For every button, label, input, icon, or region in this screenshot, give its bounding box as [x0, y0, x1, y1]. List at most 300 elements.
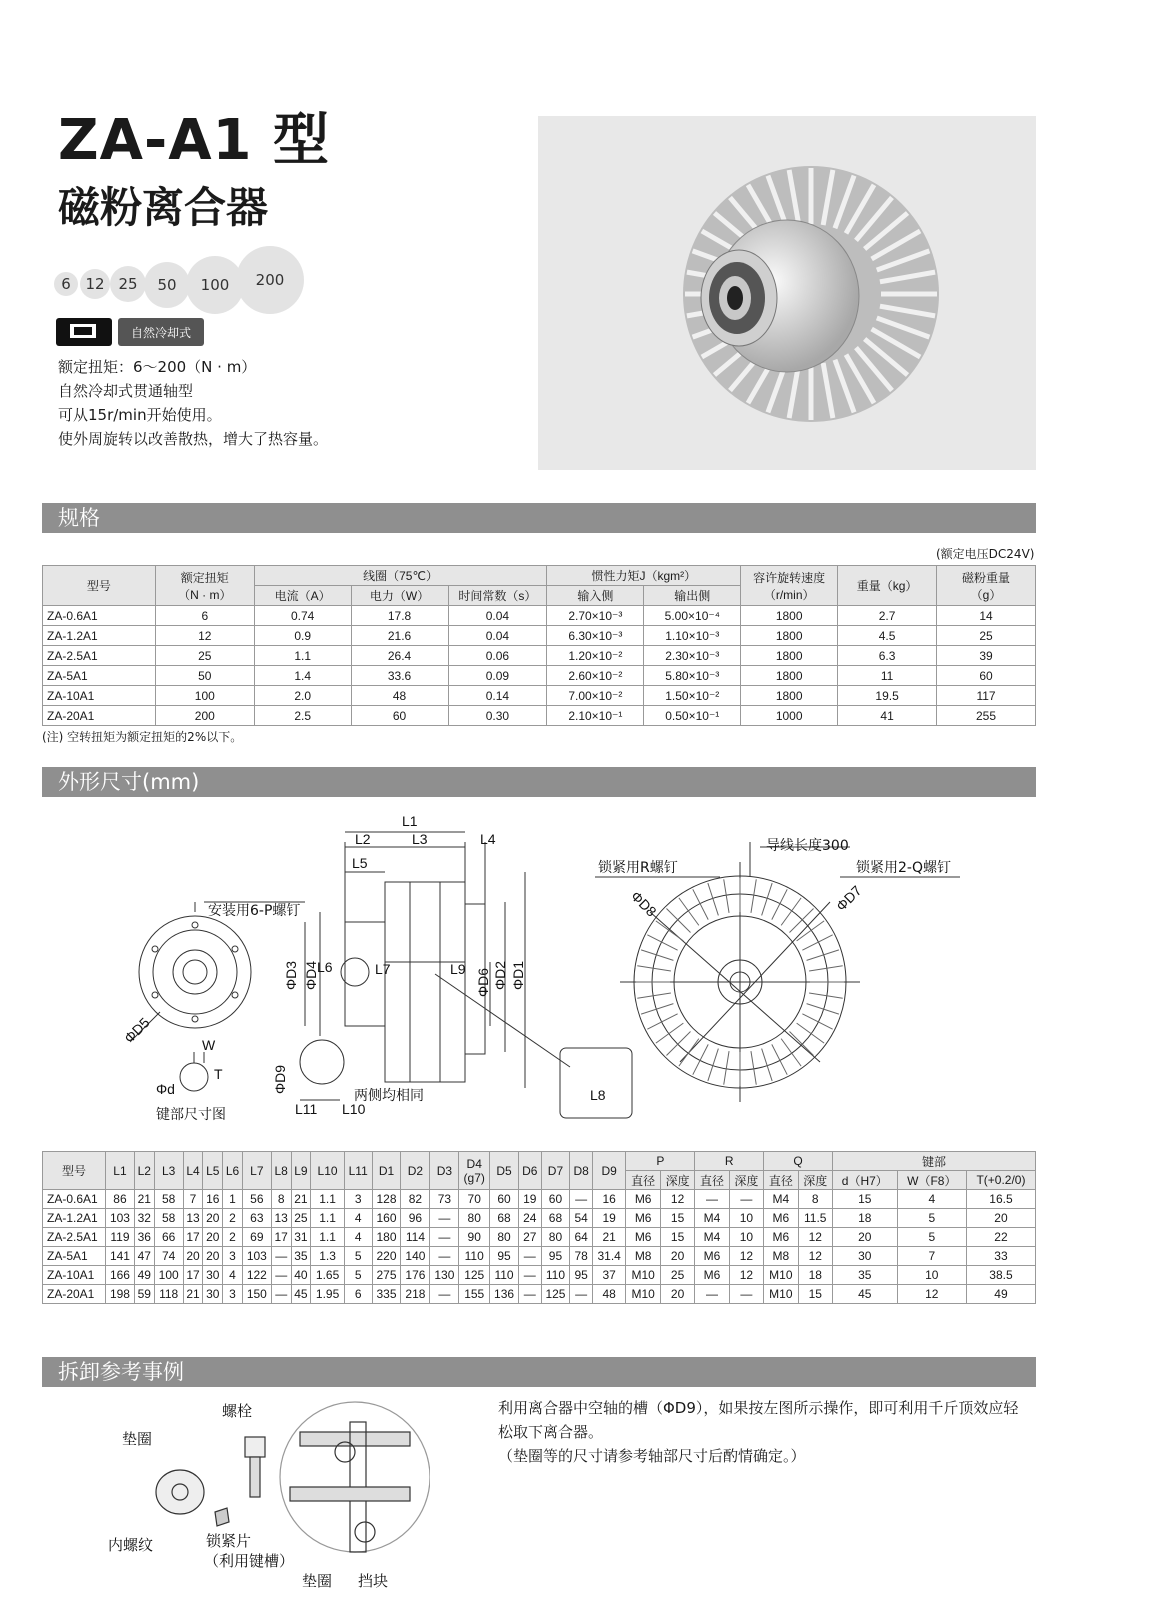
- dims-cell: 16: [592, 1190, 626, 1209]
- spec-cell: 0.06: [448, 646, 547, 666]
- label-d5: ΦD5: [120, 1014, 153, 1047]
- spec-cell: 0.14: [448, 686, 547, 706]
- dims-cell: 15: [660, 1228, 694, 1247]
- spec-cell: 1.4: [254, 666, 351, 686]
- spec-cell: 19.5: [838, 686, 937, 706]
- spec-cell: 0.50×10⁻¹: [644, 706, 741, 726]
- dims-cell: 58: [154, 1209, 183, 1228]
- dims-cell: 220: [372, 1247, 401, 1266]
- col-l5: L5: [203, 1152, 223, 1190]
- spec-cell: 25: [937, 626, 1036, 646]
- col-l1: L1: [106, 1152, 135, 1190]
- label-l6: L6: [317, 959, 333, 975]
- dims-cell: 10: [729, 1228, 763, 1247]
- product-title: ZA-A1 型: [58, 108, 330, 173]
- label-mount: 安装用6-P螺钉: [208, 903, 301, 919]
- dims-cell: 12: [798, 1228, 832, 1247]
- spec-row: [43, 686, 1036, 706]
- dims-cell: 110: [459, 1247, 490, 1266]
- col-l3: L3: [154, 1152, 183, 1190]
- dims-cell: —: [271, 1247, 291, 1266]
- spec-cell: 6.3: [838, 646, 937, 666]
- label-l8: L8: [590, 1087, 606, 1103]
- col-inertia: 惯性力矩J（kgm²）: [547, 566, 741, 586]
- col-d4: D4 (g7): [459, 1152, 490, 1190]
- dims-cell: 38.5: [966, 1266, 1035, 1285]
- dims-cell: —: [695, 1190, 729, 1209]
- spec-cell: 1.20×10⁻²: [547, 646, 644, 666]
- dims-cell: 18: [798, 1266, 832, 1285]
- label-key-dim: 键部尺寸图: [156, 1107, 226, 1123]
- spec-cell: 0.04: [448, 626, 547, 646]
- dims-cell: 20: [203, 1247, 223, 1266]
- dims-cell: 47: [134, 1247, 154, 1266]
- dims-cell: 1.1: [311, 1228, 345, 1247]
- dims-cell: 1: [223, 1190, 243, 1209]
- col-p-dia: 直径: [626, 1171, 660, 1190]
- section-dims-header: 外形尺寸(mm): [42, 767, 1036, 797]
- dims-cell: 218: [401, 1285, 430, 1304]
- label-d4: ΦD4: [303, 960, 319, 990]
- col-d1: D1: [372, 1152, 401, 1190]
- spec-cell: 2.30×10⁻³: [644, 646, 741, 666]
- col-coil: 线圈（75℃）: [254, 566, 547, 586]
- dims-cell: M4: [695, 1228, 729, 1247]
- dims-cell: —: [570, 1190, 592, 1209]
- dims-cell: 160: [372, 1209, 401, 1228]
- spec-cell: 6.30×10⁻³: [547, 626, 644, 646]
- spec-cell: 2.60×10⁻²: [547, 666, 644, 686]
- size-circle: 12: [80, 269, 110, 299]
- label-l2: L2: [355, 831, 371, 847]
- dims-cell: 1.65: [311, 1266, 345, 1285]
- dims-cell: 40: [291, 1266, 311, 1285]
- dims-table: [42, 1151, 1036, 1304]
- label-stopper: 挡块: [358, 1572, 389, 1590]
- col-torque: 额定扭矩 （N · m）: [155, 566, 254, 606]
- label-lock-q: 锁紧用2-Q螺钉: [856, 860, 951, 876]
- spec-cell: 255: [937, 706, 1036, 726]
- label-l3: L3: [412, 831, 428, 847]
- dims-cell: 21: [592, 1228, 626, 1247]
- dims-cell: 122: [242, 1266, 271, 1285]
- cooling-badge: 自然冷却式: [118, 318, 204, 346]
- spec-row: [43, 626, 1036, 646]
- col-q-dia: 直径: [764, 1171, 798, 1190]
- dims-cell: 3: [344, 1190, 372, 1209]
- col-l10: L10: [311, 1152, 345, 1190]
- col-r-dia: 直径: [695, 1171, 729, 1190]
- removal-text: 利用离合器中空轴的槽（ΦD9），如果按左图所示操作，即可利用千斤顶效应轻 松取下离合器。 （垫圈等的尺寸请参考轴部尺寸后酌情确定。）: [498, 1399, 1019, 1465]
- label-d3: ΦD3: [283, 960, 299, 990]
- col-speed: 容许旋转速度 （r/min）: [741, 566, 838, 606]
- dims-cell: 10: [897, 1266, 966, 1285]
- dims-cell: 69: [242, 1228, 271, 1247]
- dims-cell: —: [519, 1266, 541, 1285]
- spec-row: [43, 706, 1036, 726]
- spec-cell: 26.4: [351, 646, 448, 666]
- dims-row: [43, 1228, 1036, 1247]
- col-d3: D3: [430, 1152, 459, 1190]
- dims-cell: —: [271, 1285, 291, 1304]
- col-powder: 磁粉重量 （g）: [937, 566, 1036, 606]
- dims-cell: 5: [897, 1228, 966, 1247]
- spec-cell: 2.0: [254, 686, 351, 706]
- spec-cell: 4.5: [838, 626, 937, 646]
- dims-cell: —: [729, 1285, 763, 1304]
- dims-cell: 45: [832, 1285, 897, 1304]
- dims-cell: 2: [223, 1209, 243, 1228]
- dims-cell: 19: [592, 1209, 626, 1228]
- dims-cell: 80: [490, 1228, 519, 1247]
- dims-cell: 24: [519, 1209, 541, 1228]
- col-d9: D9: [592, 1152, 626, 1190]
- spec-table: [42, 565, 1036, 726]
- dims-cell: 49: [134, 1266, 154, 1285]
- col-d6: D6: [519, 1152, 541, 1190]
- dims-cell: 80: [541, 1228, 570, 1247]
- dims-cell: 20: [183, 1247, 203, 1266]
- label-t: T: [214, 1066, 223, 1082]
- label-d7: ΦD7: [832, 882, 865, 915]
- spec-cell: 2.10×10⁻¹: [547, 706, 644, 726]
- dims-cell: 27: [519, 1228, 541, 1247]
- dims-cell: ZA-0.6A1: [43, 1190, 106, 1209]
- dims-cell: 54: [570, 1209, 592, 1228]
- dims-cell: 155: [459, 1285, 490, 1304]
- dims-cell: M6: [626, 1228, 660, 1247]
- product-photo: [538, 116, 1036, 470]
- dims-cell: 5: [344, 1247, 372, 1266]
- dims-cell: 35: [832, 1266, 897, 1285]
- dims-row: [43, 1247, 1036, 1266]
- dims-cell: 2: [223, 1228, 243, 1247]
- spec-cell: 41: [838, 706, 937, 726]
- dims-cell: 20: [832, 1228, 897, 1247]
- dims-cell: 7: [897, 1247, 966, 1266]
- size-circle: 50: [144, 262, 190, 308]
- col-power: 电力（W）: [351, 586, 448, 606]
- removal-drawing: [100, 1392, 430, 1592]
- spec-cell: 1.1: [254, 646, 351, 666]
- dims-cell: 6: [344, 1285, 372, 1304]
- label-use-keyway: （利用键槽）: [204, 1552, 295, 1570]
- dims-cell: 100: [154, 1266, 183, 1285]
- dims-cell: 59: [134, 1285, 154, 1304]
- dims-cell: 118: [154, 1285, 183, 1304]
- spec-cell: 1800: [741, 686, 838, 706]
- col-r-depth: 深度: [729, 1171, 763, 1190]
- dims-cell: 12: [798, 1247, 832, 1266]
- spec-cell: 100: [155, 686, 254, 706]
- dims-cell: 48: [592, 1285, 626, 1304]
- col-key: 键部: [832, 1152, 1035, 1171]
- dims-row: [43, 1266, 1036, 1285]
- dims-cell: 18: [832, 1209, 897, 1228]
- col-output: 输出侧: [644, 586, 741, 606]
- dims-cell: ZA-1.2A1: [43, 1209, 106, 1228]
- spec-cell: 1.50×10⁻²: [644, 686, 741, 706]
- dims-cell: 33: [966, 1247, 1035, 1266]
- col-l4: L4: [183, 1152, 203, 1190]
- spec-cell: 60: [937, 666, 1036, 686]
- label-phi-d: Φd: [156, 1081, 175, 1097]
- spec-cell: 5.80×10⁻³: [644, 666, 741, 686]
- dims-cell: 20: [203, 1228, 223, 1247]
- dims-cell: 86: [106, 1190, 135, 1209]
- col-l6: L6: [223, 1152, 243, 1190]
- dims-cell: 5: [897, 1209, 966, 1228]
- dims-row: [43, 1209, 1036, 1228]
- dims-cell: 56: [242, 1190, 271, 1209]
- dims-cell: M10: [626, 1285, 660, 1304]
- dims-cell: 15: [832, 1190, 897, 1209]
- spec-cell: 5.00×10⁻⁴: [644, 606, 741, 626]
- dims-cell: 16: [203, 1190, 223, 1209]
- dims-cell: 150: [242, 1285, 271, 1304]
- dims-cell: 32: [134, 1209, 154, 1228]
- label-l4: L4: [480, 831, 496, 847]
- dims-cell: 80: [459, 1209, 490, 1228]
- dims-cell: —: [519, 1285, 541, 1304]
- dims-cell: 3: [223, 1285, 243, 1304]
- dims-cell: M10: [764, 1266, 798, 1285]
- dims-cell: 36: [134, 1228, 154, 1247]
- spec-cell: 1800: [741, 666, 838, 686]
- col-key-t: T(+0.2/0): [966, 1171, 1035, 1190]
- col-r: R: [695, 1152, 764, 1171]
- size-circles: [54, 258, 314, 308]
- col-d7: D7: [541, 1152, 570, 1190]
- col-d2: D2: [401, 1152, 430, 1190]
- dims-cell: 30: [203, 1266, 223, 1285]
- dims-cell: 141: [106, 1247, 135, 1266]
- spec-cell: 6: [155, 606, 254, 626]
- label-inner-thread: 内螺纹: [108, 1536, 154, 1554]
- dims-cell: —: [519, 1247, 541, 1266]
- label-d6: ΦD6: [475, 967, 491, 997]
- dims-cell: 37: [592, 1266, 626, 1285]
- dims-cell: ZA-5A1: [43, 1247, 106, 1266]
- col-model: 型号: [43, 566, 156, 606]
- dims-cell: 70: [459, 1190, 490, 1209]
- spec-cell: ZA-0.6A1: [43, 606, 156, 626]
- col-q: Q: [764, 1152, 833, 1171]
- col-key-d: d（H7）: [832, 1171, 897, 1190]
- col-d8: D8: [570, 1152, 592, 1190]
- dims-cell: 49: [966, 1285, 1035, 1304]
- spec-cell: 0.9: [254, 626, 351, 646]
- dims-cell: 10: [729, 1209, 763, 1228]
- dims-cell: 8: [798, 1190, 832, 1209]
- label-washer: 垫圈: [122, 1430, 153, 1448]
- col-input: 输入侧: [547, 586, 644, 606]
- spec-cell: 14: [937, 606, 1036, 626]
- dims-cell: M4: [695, 1209, 729, 1228]
- label-l5: L5: [352, 855, 368, 871]
- dims-cell: M6: [764, 1209, 798, 1228]
- dims-cell: 119: [106, 1228, 135, 1247]
- dims-cell: 140: [401, 1247, 430, 1266]
- through-shaft-icon: [56, 318, 112, 346]
- col-l2: L2: [134, 1152, 154, 1190]
- dims-cell: ZA-10A1: [43, 1266, 106, 1285]
- col-current: 电流（A）: [254, 586, 351, 606]
- dims-cell: 22: [966, 1228, 1035, 1247]
- spec-cell: 200: [155, 706, 254, 726]
- dims-cell: 1.3: [311, 1247, 345, 1266]
- spec-cell: 0.09: [448, 666, 547, 686]
- dims-cell: 95: [541, 1247, 570, 1266]
- col-l11: L11: [344, 1152, 372, 1190]
- col-p-depth: 深度: [660, 1171, 694, 1190]
- spec-cell: 1800: [741, 646, 838, 666]
- label-w: W: [202, 1037, 216, 1053]
- dims-cell: 17: [183, 1266, 203, 1285]
- spec-cell: 0.74: [254, 606, 351, 626]
- dims-cell: 31.4: [592, 1247, 626, 1266]
- dims-cell: M6: [695, 1266, 729, 1285]
- dims-cell: 60: [541, 1190, 570, 1209]
- dims-cell: —: [570, 1285, 592, 1304]
- dims-cell: 58: [154, 1190, 183, 1209]
- dims-cell: 25: [660, 1266, 694, 1285]
- dims-cell: 15: [660, 1209, 694, 1228]
- dims-cell: 45: [291, 1285, 311, 1304]
- spec-cell: ZA-20A1: [43, 706, 156, 726]
- spec-cell: 1000: [741, 706, 838, 726]
- dims-cell: ZA-2.5A1: [43, 1228, 106, 1247]
- dims-cell: 68: [541, 1209, 570, 1228]
- col-d5: D5: [490, 1152, 519, 1190]
- dims-cell: 275: [372, 1266, 401, 1285]
- dims-cell: 20: [660, 1285, 694, 1304]
- spec-row: [43, 666, 1036, 686]
- dims-cell: 13: [271, 1209, 291, 1228]
- label-d9: ΦD9: [272, 1064, 288, 1094]
- dims-cell: 136: [490, 1285, 519, 1304]
- spec-cell: ZA-2.5A1: [43, 646, 156, 666]
- dims-row: [43, 1190, 1036, 1209]
- label-lock-piece: 锁紧片: [206, 1532, 252, 1550]
- spec-cell: ZA-5A1: [43, 666, 156, 686]
- spec-cell: 33.6: [351, 666, 448, 686]
- dims-cell: 20: [966, 1209, 1035, 1228]
- dims-cell: 125: [541, 1285, 570, 1304]
- dims-cell: M10: [626, 1266, 660, 1285]
- dims-cell: 25: [291, 1209, 311, 1228]
- label-l1: L1: [402, 813, 418, 829]
- dims-cell: 30: [203, 1285, 223, 1304]
- dims-cell: 31: [291, 1228, 311, 1247]
- label-l7: L7: [375, 961, 391, 977]
- section-removal-header: 拆卸参考事例: [42, 1357, 1036, 1387]
- dims-cell: 11.5: [798, 1209, 832, 1228]
- dims-cell: 5: [344, 1266, 372, 1285]
- dims-cell: 1.1: [311, 1190, 345, 1209]
- dims-cell: ZA-20A1: [43, 1285, 106, 1304]
- dims-cell: 166: [106, 1266, 135, 1285]
- spec-cell: 50: [155, 666, 254, 686]
- spec-cell: 60: [351, 706, 448, 726]
- spec-cell: ZA-1.2A1: [43, 626, 156, 646]
- dims-cell: 4: [223, 1266, 243, 1285]
- col-l9: L9: [291, 1152, 311, 1190]
- spec-cell: 17.8: [351, 606, 448, 626]
- dims-cell: 176: [401, 1266, 430, 1285]
- size-circle: 25: [110, 266, 146, 302]
- dims-cell: —: [271, 1266, 291, 1285]
- spec-cell: 117: [937, 686, 1036, 706]
- dims-cell: 17: [271, 1228, 291, 1247]
- dims-cell: 1.1: [311, 1209, 345, 1228]
- col-model: 型号: [43, 1152, 106, 1190]
- dims-cell: —: [430, 1209, 459, 1228]
- label-l9: L9: [450, 961, 466, 977]
- spec-cell: 0.04: [448, 606, 547, 626]
- spec-cell: 0.30: [448, 706, 547, 726]
- dims-cell: 15: [798, 1285, 832, 1304]
- dims-cell: 4: [897, 1190, 966, 1209]
- dims-cell: 198: [106, 1285, 135, 1304]
- spec-cell: ZA-10A1: [43, 686, 156, 706]
- dims-cell: 74: [154, 1247, 183, 1266]
- dims-cell: 66: [154, 1228, 183, 1247]
- size-circle: 200: [236, 246, 304, 314]
- col-time-const: 时间常数（s）: [448, 586, 547, 606]
- dims-row: [43, 1285, 1036, 1304]
- dims-cell: 128: [372, 1190, 401, 1209]
- dims-cell: —: [430, 1247, 459, 1266]
- dims-cell: 95: [570, 1266, 592, 1285]
- dims-cell: 13: [183, 1209, 203, 1228]
- dims-cell: —: [729, 1190, 763, 1209]
- dims-cell: 4: [344, 1209, 372, 1228]
- dims-cell: 21: [183, 1285, 203, 1304]
- dims-cell: 20: [203, 1209, 223, 1228]
- col-key-w: W（F8）: [897, 1171, 966, 1190]
- dims-cell: M4: [764, 1190, 798, 1209]
- dims-cell: 12: [660, 1190, 694, 1209]
- dims-cell: 12: [729, 1247, 763, 1266]
- dimension-drawing: [120, 812, 980, 1132]
- dims-cell: 3: [223, 1247, 243, 1266]
- col-weight: 重量（kg）: [838, 566, 937, 606]
- dims-cell: M10: [764, 1285, 798, 1304]
- dims-cell: 21: [134, 1190, 154, 1209]
- spec-cell: 2.70×10⁻³: [547, 606, 644, 626]
- spec-cell: 2.7: [838, 606, 937, 626]
- dims-cell: 17: [183, 1228, 203, 1247]
- spec-cell: 1800: [741, 626, 838, 646]
- dims-cell: 7: [183, 1190, 203, 1209]
- dims-cell: M6: [764, 1228, 798, 1247]
- col-q-depth: 深度: [798, 1171, 832, 1190]
- dims-cell: 12: [897, 1285, 966, 1304]
- rated-voltage: (额定电压DC24V): [936, 547, 1035, 561]
- label-bolt: 螺栓: [222, 1402, 253, 1420]
- col-p: P: [626, 1152, 695, 1171]
- dims-cell: M6: [695, 1247, 729, 1266]
- spec-cell: 11: [838, 666, 937, 686]
- dims-cell: 103: [106, 1209, 135, 1228]
- label-l10: L10: [342, 1101, 366, 1117]
- dims-cell: M8: [764, 1247, 798, 1266]
- dims-cell: 130: [430, 1266, 459, 1285]
- dims-cell: 110: [490, 1266, 519, 1285]
- dims-cell: 35: [291, 1247, 311, 1266]
- product-subtitle: 磁粉离合器: [58, 183, 269, 232]
